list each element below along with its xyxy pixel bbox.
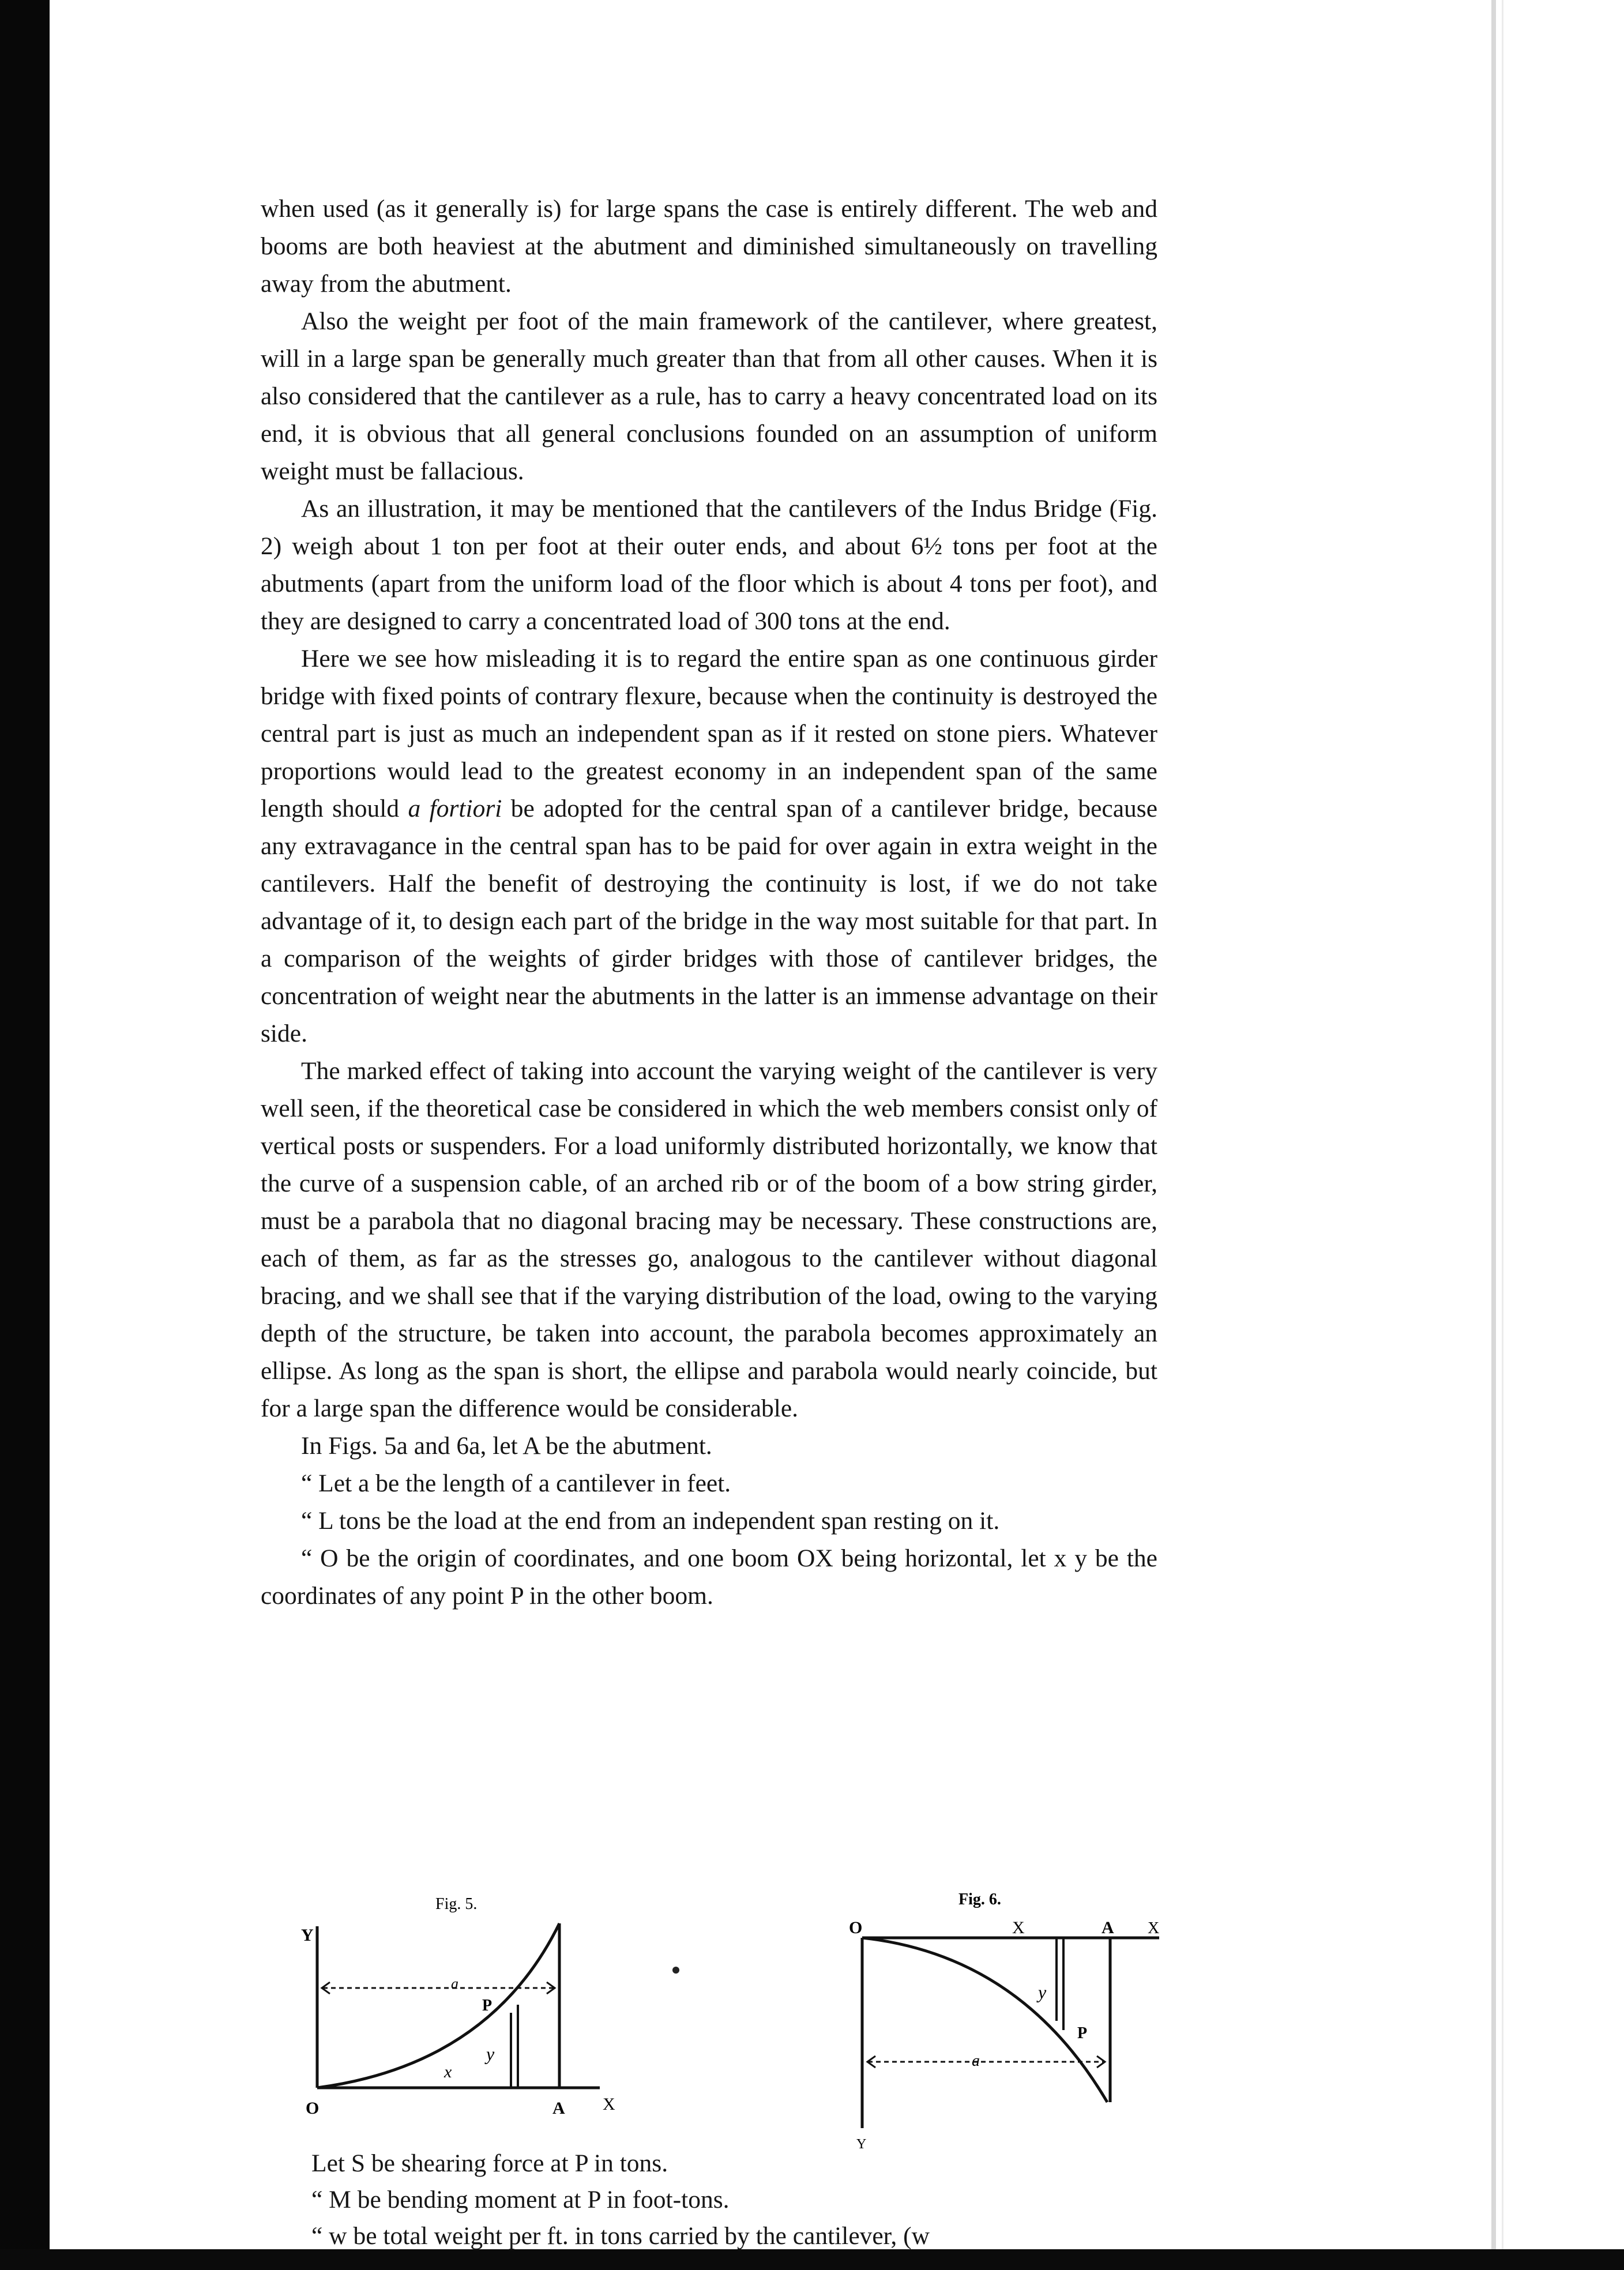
paragraph-4-italic: a fortiori: [408, 795, 502, 822]
fig6-label-x-coord: X: [1012, 1918, 1025, 1937]
fig5-label-y-axis: Y: [301, 1926, 314, 1945]
bottom-line-2: “ M be bending moment at P in foot-tons.: [311, 2186, 730, 2213]
fig5-label-x-axis: X: [603, 2095, 615, 2114]
figure-6-caption: Fig. 6.: [958, 1891, 1001, 1908]
stray-mark: [672, 1967, 679, 1974]
fig5-boom-curve: [317, 1923, 559, 2088]
paragraph-4: [261, 640, 1157, 1053]
fig5-label-span: a: [451, 1975, 458, 1992]
figure-5-drawing: [300, 1892, 623, 2122]
fig5-label-point: P: [482, 1997, 493, 2015]
paragraph-5: The marked effect of taking into account the varying weight of the cantilever is very well seen, if the theoretical case be considered in which the web members consist only of vertical posts or suspenders. For a load uniformly distributed horizontally, we know that the curve of a suspension cable, of an arched rib or of the boom of a bow string girder, must be a parabola that no diagonal bracing may be necessary. These constructions are, each of them, as far as the stresses go, analogous to the cantilever without diagonal bracing, and we shall see that if the varying distribution of the load, owing to the varying depth of the structure, be taken into account, the parabola becomes approximately an ellipse. As long as the span is short, the ellipse and parabola would nearly coincide, but for a large span the difference would be considerable.: [261, 1057, 1157, 1422]
paragraph-4-part-1: Here we see how misleading it is to regard the entire span as one continuous girder bridge with fixed points of contrary flexure, because when the continuity is destroyed the central part is just as much an independent span as if it rested on stone piers. Whatever proportions would lead to the greatest economy in an independent span of the same length should: [261, 645, 1157, 822]
paragraph-2: Also the weight per foot of the main framework of the cantilever, where greatest, will in a large span be generally much greater than that from all other causes. When it is also considered that the cantilever as a rule, has to carry a heavy concentrated load on its end, it is obvious that all general conclusions founded on an assumption of uniform weight must be fallacious.: [261, 307, 1157, 485]
figure-5: [300, 1892, 623, 2122]
fig6-label-point: P: [1077, 2024, 1088, 2042]
figure-6: [848, 1886, 1171, 2151]
fig6-label-span: a: [972, 2052, 980, 2070]
fig6-label-x-axis: X: [1148, 1919, 1160, 1937]
fig5-label-origin: O: [306, 2099, 319, 2118]
paragraph-4-part-2: be adopted for the central span of a cantilever bridge, because any extravagance in the central span has to be paid for over again in extra weight in the cantilevers. Half the benefit of destroying the continuity is lost, if we do not take advantage of it, to design each part of the bridge in the way most suitable for that part. In a comparison of the weights of girder bridges with those of cantilever bridges, the concentration of weight near the abutments in the latter is an immense advantage on their side.: [261, 795, 1158, 1047]
paragraph-9: “ O be the origin of coordinates, and one boom OX being horizontal, let x y be the coordinates of any point P in the other boom.: [261, 1544, 1157, 1610]
paragraph-6: In Figs. 5a and 6a, let A be the abutment.: [301, 1432, 712, 1460]
paragraph-7: “ Let a be the length of a cantilever in feet.: [301, 1470, 731, 1497]
scan-right-edge-line: [1502, 0, 1503, 2249]
fig6-label-origin: O: [849, 1918, 863, 1937]
figure-5-caption: Fig. 5.: [435, 1895, 478, 1913]
fig5-label-abutment: A: [552, 2099, 565, 2118]
fig6-label-y-coord: y: [1038, 1982, 1047, 2002]
scan-left-border: [0, 0, 50, 2270]
paragraph-1: when used (as it generally is) for large spans the case is entirely different. The web and booms are both heaviest at the abutment and diminished simultaneously on travelling away from the abutment.: [261, 195, 1157, 298]
body-text: [261, 190, 1157, 1615]
bottom-line-3: “ w be total weight per ft. in tons carried by the cantilever, (w: [311, 2222, 930, 2250]
fig5-label-x-coord: x: [444, 2062, 452, 2081]
fig6-label-y-axis: Y: [856, 2137, 867, 2151]
fig5-label-y-coord: y: [486, 2043, 495, 2064]
figure-6-drawing: [848, 1886, 1171, 2151]
paragraph-8: “ L tons be the load at the end from an independent span resting on it.: [301, 1507, 1000, 1535]
bottom-line-1: Let S be shearing force at P in tons.: [311, 2149, 668, 2177]
scan-right-edge: [1491, 0, 1496, 2249]
fig6-boom-curve: [862, 1938, 1107, 2102]
paragraph-3: As an illustration, it may be mentioned that the cantilevers of the Indus Bridge (Fig. 2) weigh about 1 ton per foot at their outer ends, and about 6½ tons per foot at the abutments (apart from the uniform load of the floor which is about 4 tons per foot), and they are designed to carry a concentrated load of 300 tons at the end.: [261, 495, 1157, 635]
bottom-text: [311, 2145, 1188, 2254]
fig6-label-abutment: A: [1102, 1918, 1114, 1937]
